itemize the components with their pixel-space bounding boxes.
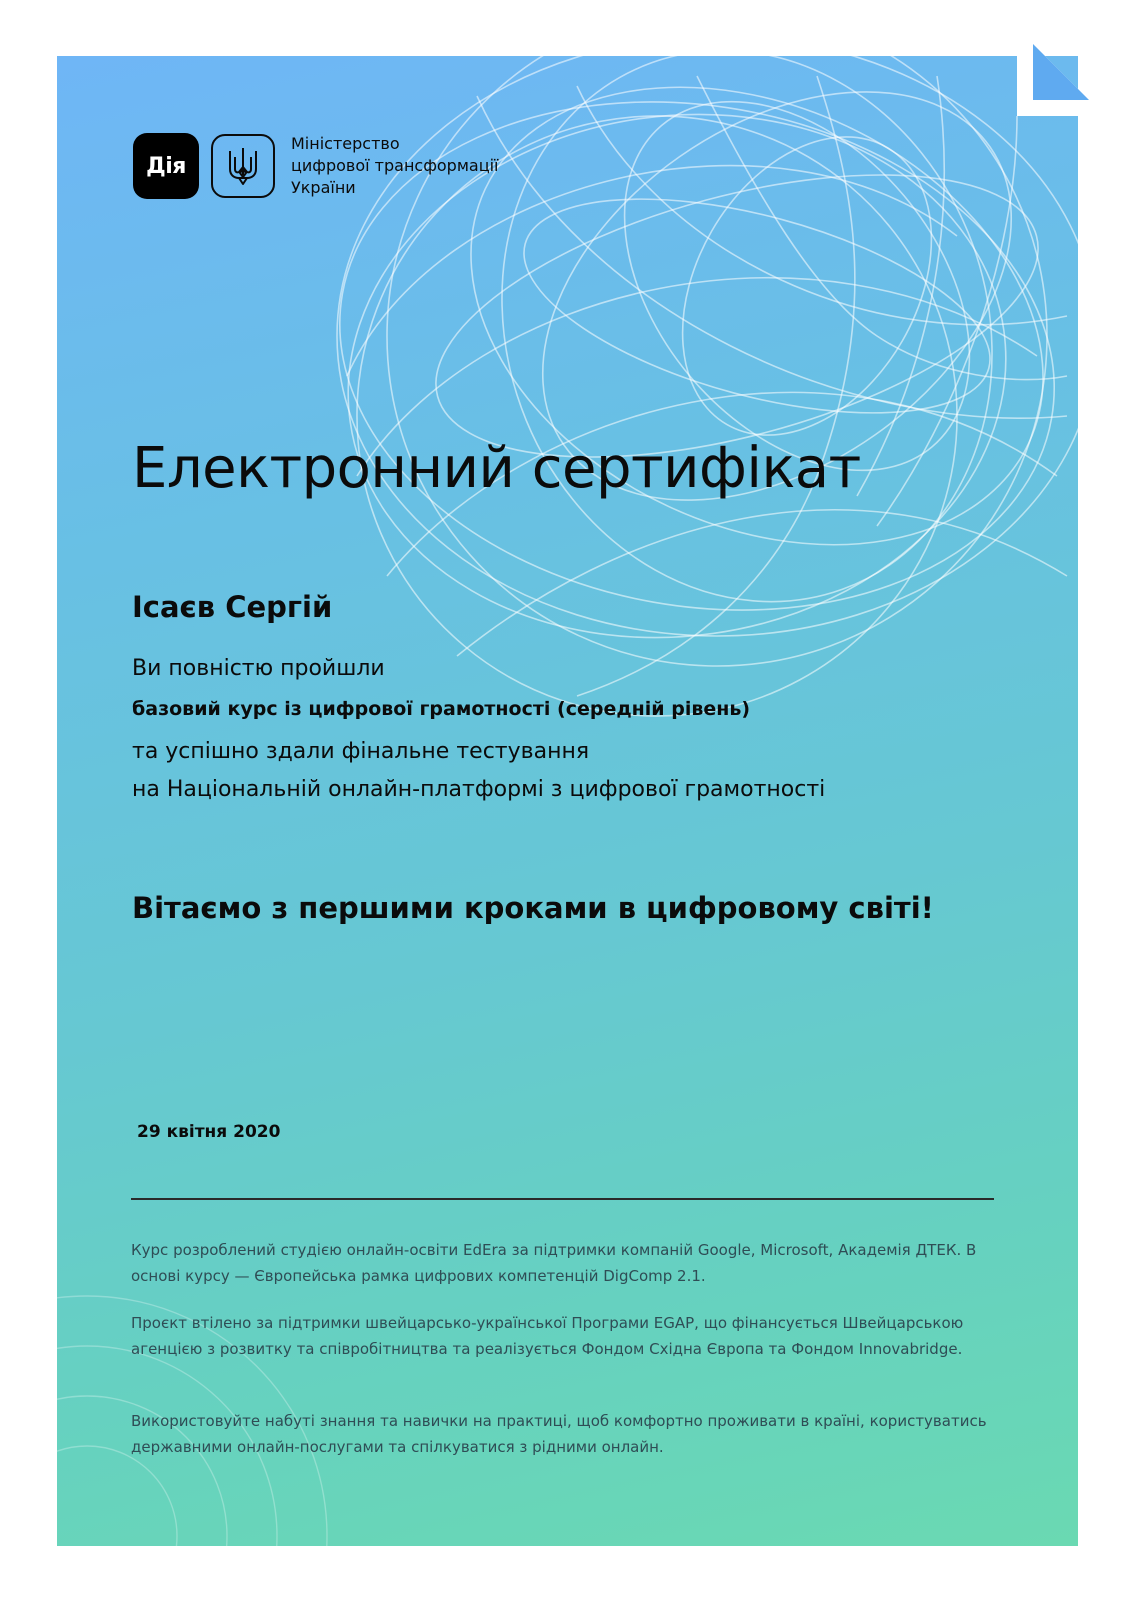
diia-logo bbox=[133, 133, 199, 199]
footnote-course-info: Курс розроблений студією онлайн-освіти EdEra за підтримки компаній Google, Microsoft, Академія ДТЕК. В основі курсу — Європейська рамка цифрових компетенцій DigComp 2.1. bbox=[131, 1241, 977, 1285]
ministry-line-2: цифрової трансформації bbox=[291, 156, 499, 175]
page-fold-icon bbox=[1017, 44, 1089, 116]
recipient-name: Ісаєв Сергій bbox=[132, 590, 333, 624]
certificate-title: Електронний сертифікат bbox=[132, 436, 861, 501]
completion-text-4: на Національній онлайн-платформі з цифрової грамотності bbox=[132, 777, 826, 802]
divider-line bbox=[131, 1198, 994, 1200]
diia-logo-text: Дія bbox=[146, 153, 186, 179]
ministry-line-1: Міністерство bbox=[291, 134, 400, 153]
trident-glyph bbox=[226, 145, 260, 187]
header-logos bbox=[133, 132, 498, 200]
issue-date: 29 квітня 2020 bbox=[137, 1122, 281, 1142]
footnote-project-info: Проєкт втілено за підтримки швейцарсько-української Програми EGAP, що фінансується Швейцарською агенцією з розвитку та співробітництва та реалізується Фондом Східна Європа та Фондом Innovabridge. bbox=[131, 1314, 964, 1358]
completion-text-1: Ви повністю пройшли bbox=[132, 656, 385, 681]
trident-icon bbox=[211, 134, 275, 198]
greeting-text: Вітаємо з першими кроками в цифровому світі! bbox=[132, 891, 934, 925]
ministry-line-3: України bbox=[291, 178, 356, 197]
completion-text-3: та успішно здали фінальне тестування bbox=[132, 739, 590, 764]
course-name: базовий курс із цифрової грамотності (середній рівень) bbox=[132, 698, 751, 720]
ministry-name bbox=[291, 133, 498, 199]
footnote-advice: Використовуйте набуті знання та навички на практиці, щоб комфортно проживати в країні, користуватись державними онлайн-послугами та спілкуватися з рідними онлайн. bbox=[131, 1412, 987, 1456]
